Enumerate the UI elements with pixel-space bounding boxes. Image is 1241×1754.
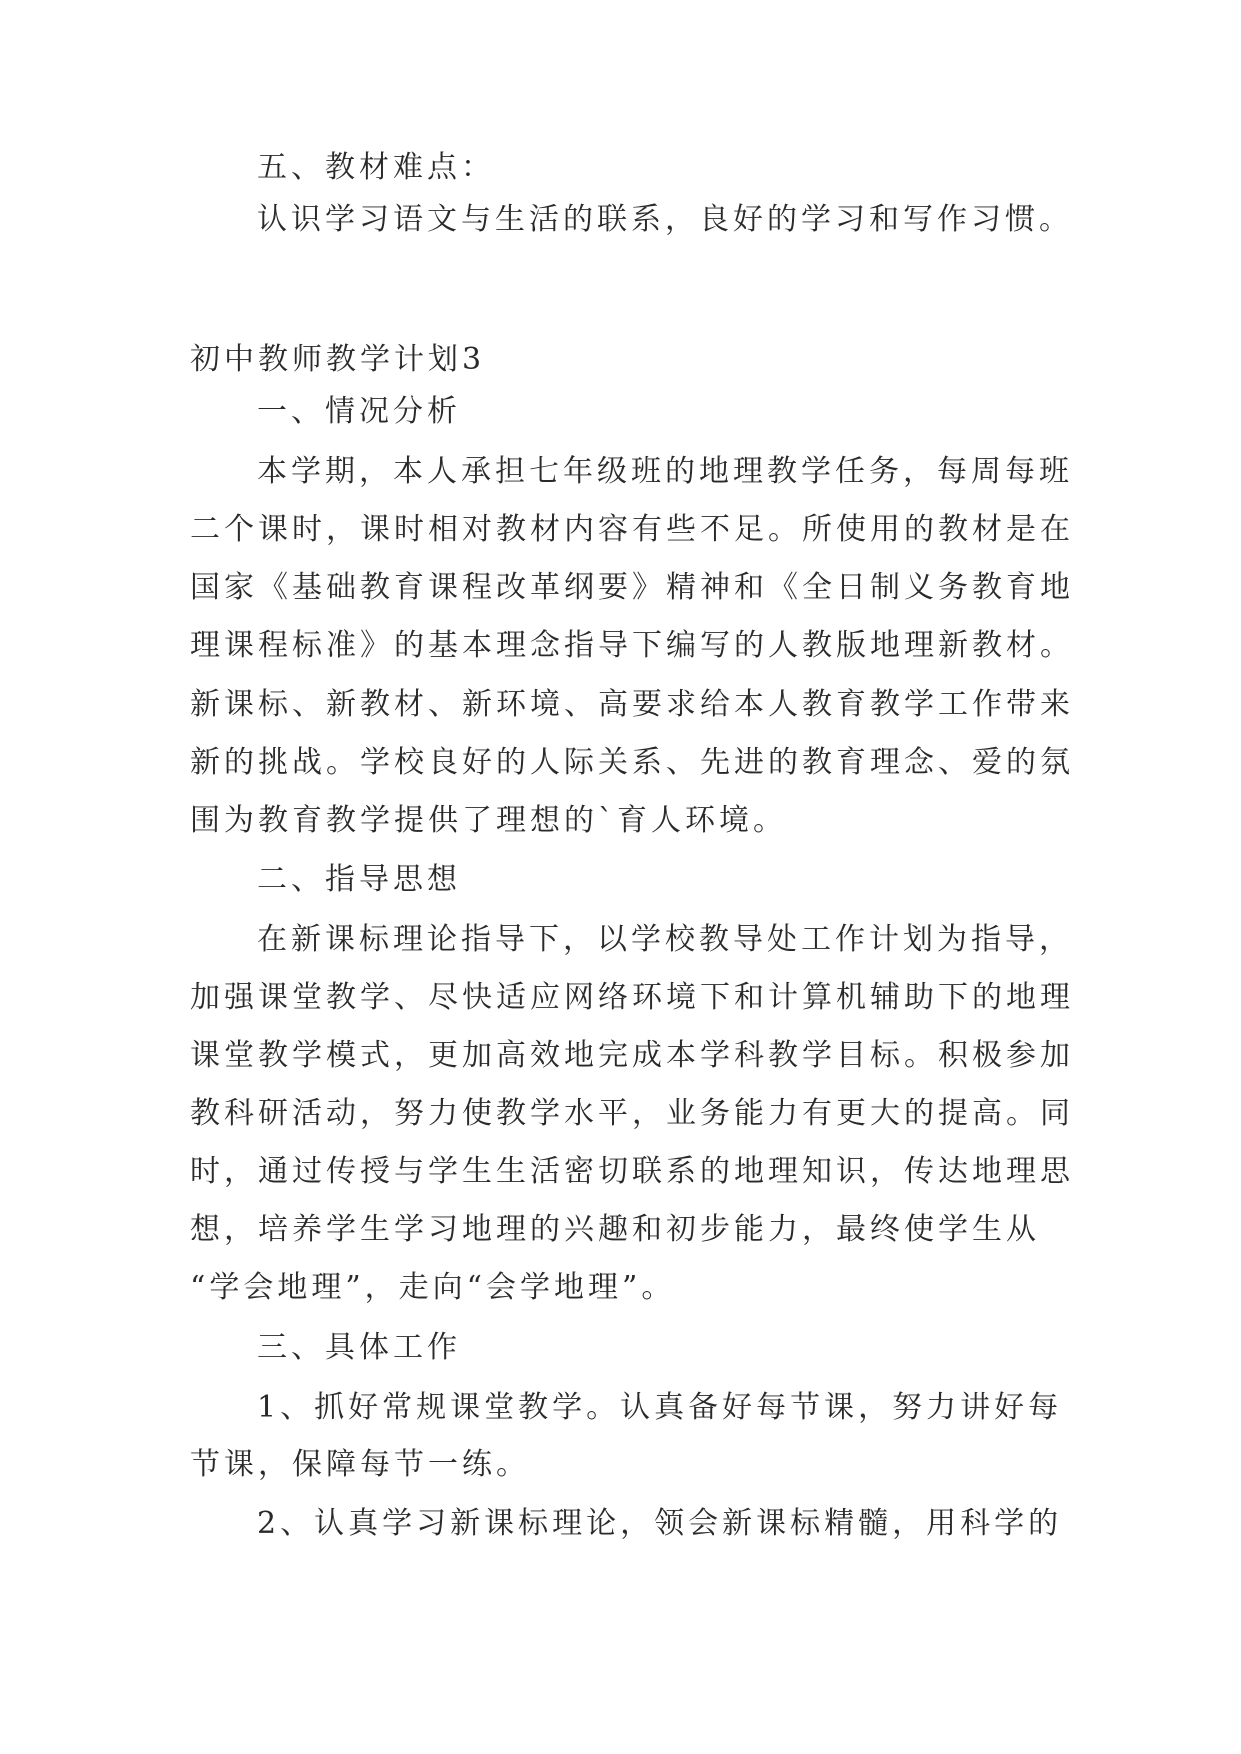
paragraph-line: 想，培养学生学习地理的兴趣和初步能力，最终使学生从 [190, 1212, 1040, 1247]
paragraph-line: 国家《基础教育课程改革纲要》精神和《全日制义务教育地 [190, 570, 1074, 605]
paragraph-line: 围为教育教学提供了理想的`育人环境。 [190, 803, 787, 838]
part1-heading: 一、情况分析 [257, 394, 461, 429]
section5-heading: 五、教材难点： [257, 150, 495, 185]
plan-title: 初中教师教学计划3 [190, 342, 486, 377]
paragraph-line: 1、抓好常规课堂教学。认真备好每节课，努力讲好每 [257, 1390, 1063, 1425]
paragraph-line: 教科研活动，努力使教学水平，业务能力有更大的提高。同 [190, 1096, 1074, 1131]
paragraph-line: 节课，保障每节一练。 [190, 1447, 530, 1482]
paragraph-line: 本学期，本人承担七年级班的地理教学任务，每周每班 [257, 454, 1073, 489]
paragraph-line: 2、认真学习新课标理论，领会新课标精髓，用科学的 [257, 1506, 1063, 1541]
paragraph-line: 新课标、新教材、新环境、高要求给本人教育教学工作带来 [190, 687, 1074, 722]
paragraph-line: 二个课时，课时相对教材内容有些不足。所使用的教材是在 [190, 512, 1074, 547]
paragraph-line: 时，通过传授与学生生活密切联系的地理知识，传达地理思 [190, 1154, 1074, 1189]
paragraph-line: “学会地理”，走向“会学地理”。 [190, 1270, 676, 1305]
paragraph-line: 课堂教学模式，更加高效地完成本学科教学目标。积极参加 [190, 1038, 1074, 1073]
paragraph-line: 新的挑战。学校良好的人际关系、先进的教育理念、爱的氛 [190, 745, 1074, 780]
part2-heading: 二、指导思想 [257, 862, 461, 897]
part3-heading: 三、具体工作 [257, 1330, 461, 1365]
section5-body: 认识学习语文与生活的联系，良好的学习和写作习惯。 [257, 202, 1073, 237]
paragraph-line: 加强课堂教学、尽快适应网络环境下和计算机辅助下的地理 [190, 980, 1074, 1015]
paragraph-line: 理课程标准》的基本理念指导下编写的人教版地理新教材。 [190, 628, 1074, 663]
paragraph-line: 在新课标理论指导下，以学校教导处工作计划为指导， [257, 922, 1073, 957]
